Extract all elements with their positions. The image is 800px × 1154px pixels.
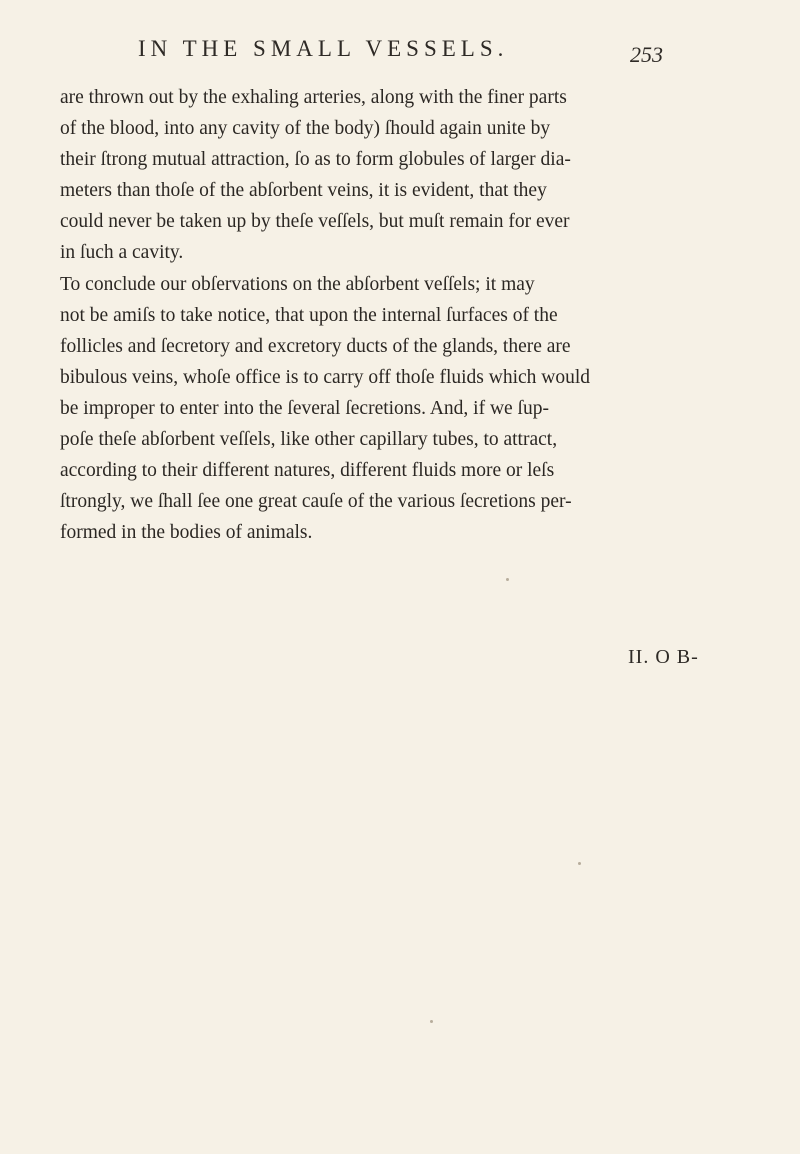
- text-line: meters than thoſe of the abſorbent veins, it is evident, that they: [60, 180, 547, 201]
- text-line: poſe theſe abſorbent veſſels, like other capillary tubes, to attract,: [60, 429, 558, 450]
- text-line: ſtrongly, we ſhall ſee one great cauſe of the various ſecretions per-: [60, 491, 572, 512]
- catchword: II. O B-: [628, 646, 699, 668]
- paper-speck: [506, 578, 509, 581]
- page-number: 253: [630, 42, 663, 67]
- paper-speck: [430, 1020, 433, 1023]
- running-title: IN THE SMALL VESSELS.: [138, 36, 509, 61]
- text-line: be improper to enter into the ſeveral ſecretions. And, if we ſup-: [60, 398, 549, 419]
- paper-speck: [578, 862, 581, 865]
- text-line: their ſtrong mutual attraction, ſo as to form globules of larger dia-: [60, 149, 571, 170]
- text-line: could never be taken up by theſe veſſels, but muſt remain for ever: [60, 211, 570, 232]
- text-line: of the blood, into any cavity of the body) ſhould again unite by: [60, 118, 551, 139]
- paragraph-start-line: To conclude our obſervations on the abſorbent veſſels; it may: [60, 274, 535, 295]
- text-line: in ſuch a cavity.: [60, 242, 184, 263]
- text-line: not be amiſs to take notice, that upon the internal ſurfaces of the: [60, 305, 558, 326]
- text-line: formed in the bodies of animals.: [60, 522, 313, 543]
- text-line: follicles and ſecretory and excretory ducts of the glands, there are: [60, 336, 571, 357]
- text-line: bibulous veins, whoſe office is to carry off thoſe fluids which would: [60, 367, 591, 388]
- text-line: are thrown out by the exhaling arteries, along with the finer parts: [60, 87, 567, 108]
- text-line: according to their different natures, different fluids more or leſs: [60, 460, 555, 481]
